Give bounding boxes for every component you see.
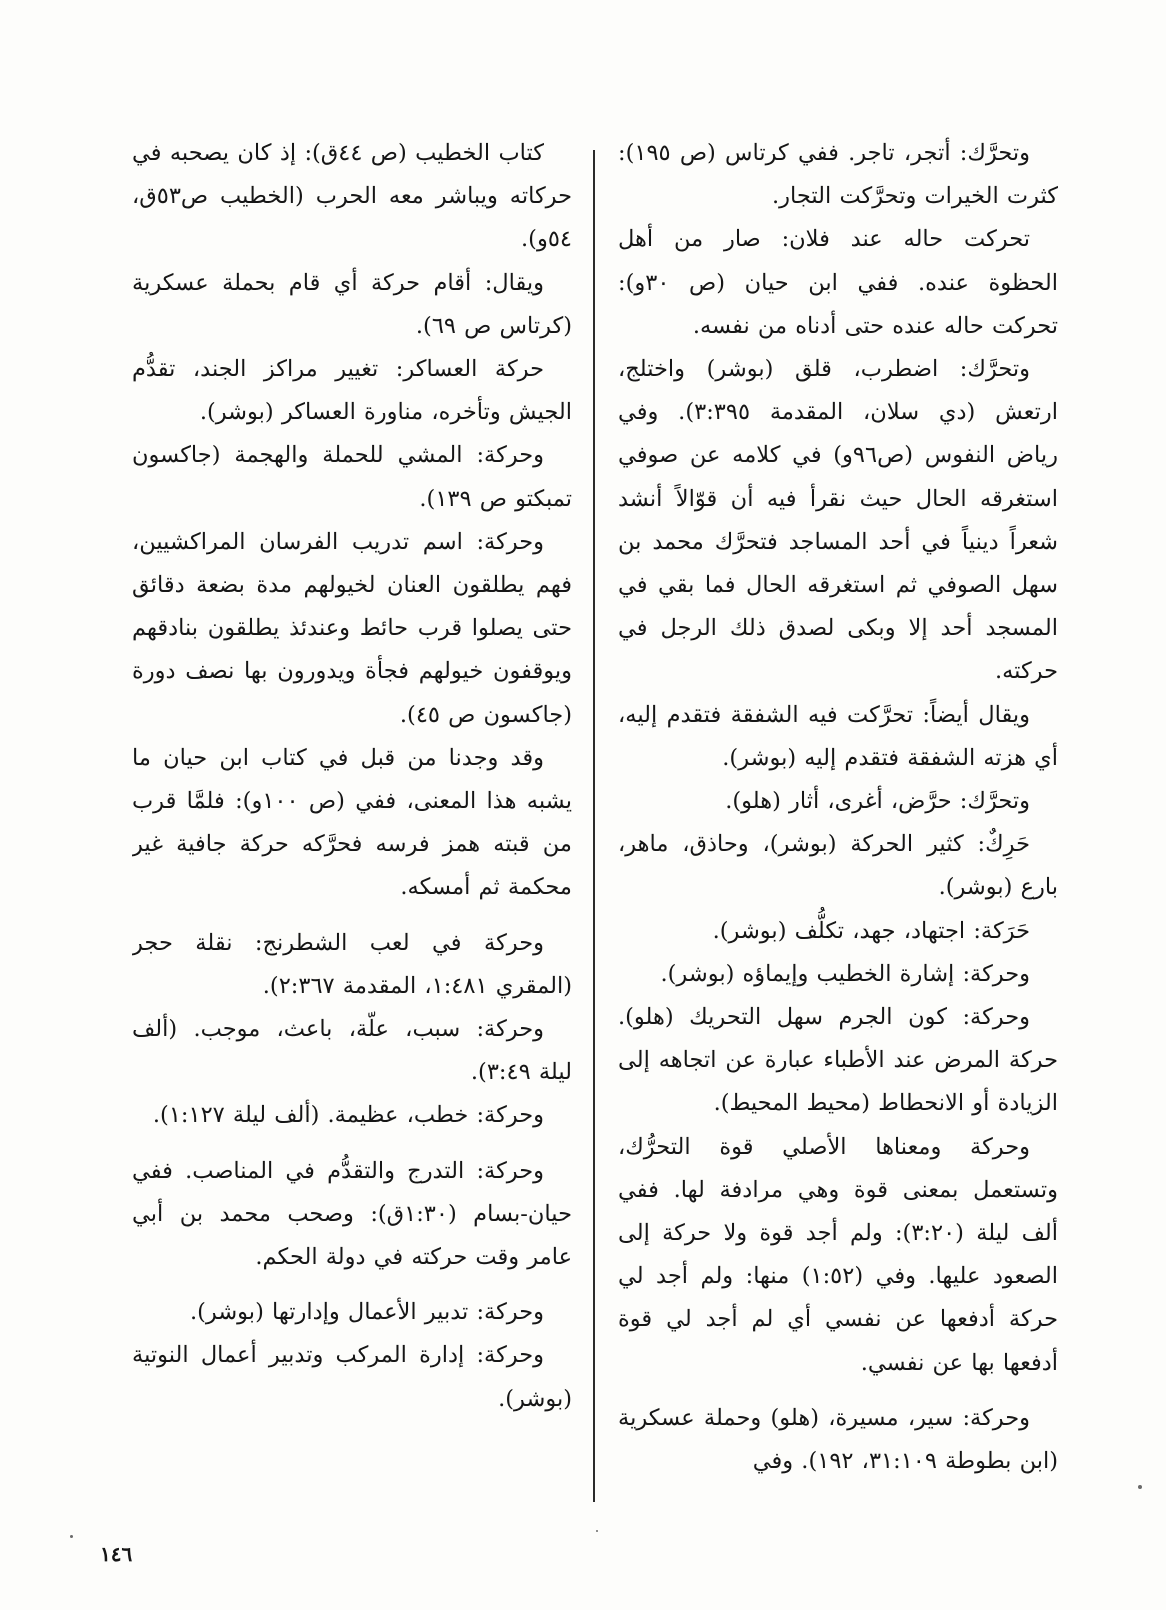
page-number: ١٤٦ [100,1542,133,1566]
entry-paragraph: وحركة: اسم تدريب الفرسان المراكشيين، فهم يطلقون العنان لخيولهم مدة بضعة دقائق حتى يصلوا قرب حائط وعندئذ يطلقون بنادقهم ويوقفون خيولهم فجأة ويدورون بها نصف دورة (جاكسون ص ٤٥). [132,528,572,728]
right-column [618,132,1058,1522]
entry-paragraph: وحركة: إشارة الخطيب وإيماؤه (بوشر). [660,960,1030,987]
entry-paragraph: وحركة: سبب، علّة، باعث، موجب. (ألف ليلة ٣:٤٩). [132,1016,572,1086]
entry-paragraph: ويقال أيضاً: تحرَّكت فيه الشفقة فتقدم إليه، أي هزته الشفقة فتقدم إليه (بوشر). [618,701,1058,771]
entry-paragraph: تحركت حاله عند فلان: صار من أهل الحظوة عنده. ففي ابن حيان (ص ٣٠و): تحركت حاله عنده حتى أدناه من نفسه. [618,226,1058,339]
entry-paragraph: حَرَكة: اجتهاد، جهد، تكلُّف (بوشر). [712,917,1030,944]
entry-paragraph: حركة العساكر: تغيير مراكز الجند، تقدُّم الجيش وتأخره، مناورة العساكر (بوشر). [132,356,572,426]
entry-paragraph: وتحرَّك: أتجر، تاجر. ففي كرتاس (ص ١٩٥): كثرت الخيرات وتحرَّكت التجار. [618,140,1058,210]
entry-paragraph: كتاب الخطيب (ص ٤٤ق): إذ كان يصحبه في حركاته ويباشر معه الحرب (الخطيب ص٥٣ق، ٥٤و). [132,140,572,253]
entry-paragraph: وحركة: سير، مسيرة، (هلو) وحملة عسكرية (ابن بطوطة ٣١:١٠٩، ١٩٢). وفي [618,1404,1058,1475]
entry-paragraph: وحركة: إدارة المركب وتدبير أعمال النوتية (بوشر). [132,1342,572,1412]
entry-paragraph: وحركة: خطب، عظيمة. (ألف ليلة ١:١٢٧). [152,1102,544,1129]
entry-paragraph: حَرِكٌ: كثير الحركة (بوشر)، وحاذق، ماهر، بارع (بوشر). [618,831,1058,901]
entry-paragraph: وتحرَّك: اضطرب، قلق (بوشر) واختلج، ارتعش (دي سلان، المقدمة ٣:٣٩٥). وفي رياض النفوس (ص٩٦و) في كلامه عن صوفي استغرقه الحال حيث نقرأ فيه أن قوّالاً أنشد شعراً دينياً في أحد المساجد فتحرَّك محمد بن سهل الصوفي ثم استغرقه الحال فما بقي في المسجد أحد إلا وبكى لصدق ذلك الرجل في حركته. [618,356,1058,685]
entry-paragraph: وحركة ومعناها الأصلي قوة التحرُّك، وتستعمل بمعنى قوة وهي مرادفة لها. ففي ألف ليلة (٣:٢٠): ولم أجد قوة ولا حركة إلى الصعود عليها. وفي (١:٥٢) منها: ولم أجد لي حركة أدفعها عن نفسي أي لم أجد لي قوة أدفعها بها عن نفسي. [618,1133,1058,1376]
entry-paragraph: وحركة في لعب الشطرنج: نقلة حجر (المقري ١:٤٨١، المقدمة ٢:٣٦٧). [132,929,572,999]
entry-paragraph: وحركة: المشي للحملة والهجمة (جاكسون تمبكتو ص ١٣٩). [132,442,572,512]
entry-paragraph: وحركة: كون الجرم سهل التحريك (هلو). حركة المرض عند الأطباء عبارة عن اتجاهه إلى الزيادة أو الانحطاط (محيط المحيط). [618,1004,1058,1117]
column-divider [593,150,595,1502]
scan-speck [70,1535,73,1538]
left-column [132,132,572,1522]
entry-paragraph: وقد وجدنا من قبل في كتاب ابن حيان ما يشبه هذا المعنى، ففي (ص ١٠٠و): فلمَّا قرب من قبته همز فرسه فحرَّكه حركة جافية غير محكمة ثم أمسكه. [132,744,572,901]
entry-paragraph: وحركة: تدبير الأعمال وإدارتها (بوشر). [189,1299,544,1326]
scan-speck [596,1530,598,1532]
entry-paragraph: ويقال: أقام حركة أي قام بحملة عسكرية (كرتاس ص ٦٩). [132,269,572,339]
entry-paragraph: وحركة: التدرج والتقدُّم في المناصب. ففي حيان-بسام (١:٣٠ق): وصحب محمد بن أبي عامر وقت حركته في دولة الحكم. [132,1157,572,1271]
entry-paragraph: وتحرَّك: حرَّض، أغرى، أثار (هلو). [725,788,1030,815]
scan-speck [1138,1485,1142,1489]
